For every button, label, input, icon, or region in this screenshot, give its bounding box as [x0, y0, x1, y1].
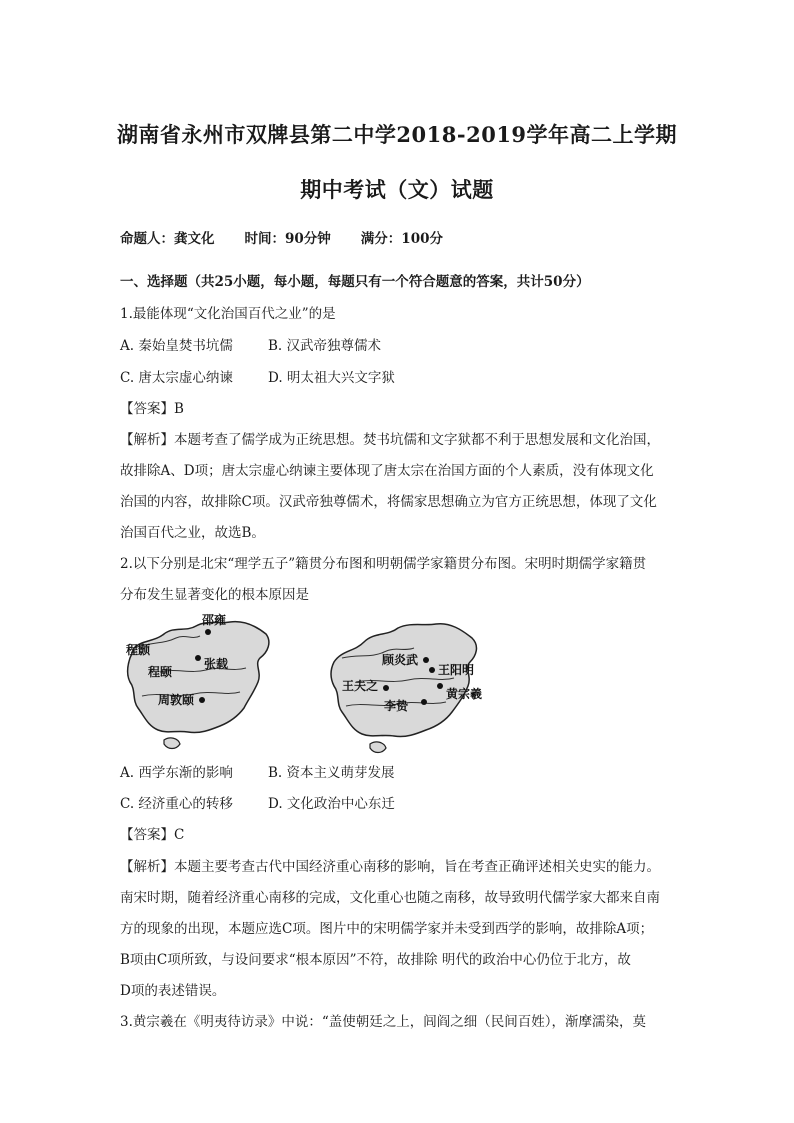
marker-zhou-dunyi	[199, 697, 205, 703]
q1-option-a: A. 秦始皇焚书坑儒	[120, 338, 233, 354]
q2-analysis-line: 南宋时期，随着经济重心南移的完成，文化重心也随之南移，故导致明代儒学家大都来自南	[120, 890, 660, 906]
hainan-1	[164, 738, 180, 749]
q1-analysis-line: 【解析】本题考查了儒学成为正统思想。焚书坑儒和文字狱都不利于思想发展和文化治国，	[120, 432, 660, 448]
map2-label: 李贽	[384, 699, 409, 713]
q2-analysis-line: 【解析】本题主要考查古代中国经济重心南移的影响，旨在考查正确评述相关史实的能力。	[120, 859, 660, 875]
map2-label: 王阳明	[438, 663, 475, 677]
q2-option-c: C. 经济重心的转移	[120, 796, 233, 812]
exam-time: 时间：90分钟	[244, 231, 331, 247]
author: 命题人：龚文化	[120, 231, 215, 247]
map2-label: 黄宗羲	[446, 687, 483, 701]
marker-huang-zongxi	[437, 683, 443, 689]
q1-options-row-1	[120, 334, 381, 354]
q1-analysis-line: 治国的内容，故排除C项。汉武帝独尊儒术，将儒家思想确立为官方正统思想，体现了文化	[120, 494, 657, 510]
map-2-svg	[322, 618, 502, 758]
q2-option-d: D. 文化政治中心东迁	[268, 796, 395, 812]
map1-label: 周敦颐	[158, 693, 195, 707]
marker-wang-fuzhi	[383, 685, 389, 691]
q2-stem-line: 2.以下分别是北宋“理学五子”籍贯分布图和明朝儒学家籍贯分布图。宋明时期儒学家籍贯	[120, 556, 647, 572]
q2-analysis-line: 方的现象的出现，本题应选C项。图片中的宋明儒学家并未受到西学的影响，故排除A项；	[120, 921, 654, 937]
q1-stem: 1.最能体现“文化治国百代之业”的是	[120, 306, 336, 322]
q2-stem-line: 分布发生显著变化的根本原因是	[120, 587, 309, 603]
map1-label: 邵雍	[202, 613, 227, 627]
hainan-2	[370, 742, 386, 753]
marker-zhang-zai	[195, 655, 201, 661]
exam-meta	[120, 227, 443, 247]
full-score: 满分：100分	[360, 231, 443, 247]
document-title-line-2: 期中考试（文）试题	[300, 177, 494, 202]
q2-options-row-1	[120, 761, 395, 781]
q2-options-row-2	[120, 792, 395, 812]
section-heading: 一、选择题（共25小题，每小题，每题只有一个符合题意的答案，共计50分）	[120, 274, 590, 290]
q2-analysis-line: D项的表述错误。	[120, 983, 226, 999]
q2-analysis-line: B项由C项所致，与设问要求“根本原因”不符，故排除 明代的政治中心仍位于北方，故	[120, 952, 631, 968]
q3-stem: 3.黄宗羲在《明夷待访录》中说：“盖使朝廷之上，闾阎之细（民间百姓），渐摩濡染，莫	[120, 1014, 647, 1030]
q2-option-b: B. 资本主义萌芽发展	[268, 765, 395, 781]
marker-li-zhi	[421, 699, 427, 705]
q1-answer: 【答案】B	[120, 401, 184, 417]
document-title-line-1: 湖南省永州市双牌县第二中学2018-2019学年高二上学期	[116, 122, 678, 147]
map1-label: 张载	[204, 657, 229, 671]
map-1-svg	[120, 612, 280, 752]
q2-answer: 【答案】C	[120, 827, 185, 843]
q1-options-row-2	[120, 366, 395, 386]
q1-option-b: B. 汉武帝独尊儒术	[268, 338, 382, 354]
q2-option-a: A. 西学东渐的影响	[120, 765, 233, 781]
marker-shao-yong	[205, 629, 211, 635]
map1-label: 程颢	[126, 643, 151, 657]
marker-wang-yangming	[429, 667, 435, 673]
map2-label: 王夫之	[342, 679, 379, 693]
q1-analysis-line: 治国百代之业，故选B。	[120, 525, 265, 541]
q1-analysis-line: 故排除A、D项；唐太宗虚心纳谏主要体现了唐太宗在治国方面的个人素质，没有体现文化	[120, 463, 654, 479]
map1-label: 程颐	[148, 665, 173, 679]
marker-gu-yanwu	[423, 657, 429, 663]
q1-option-d: D. 明太祖大兴文字狱	[268, 370, 395, 386]
map-ming-scholars	[322, 618, 502, 758]
map-northern-song-scholars	[120, 612, 280, 752]
map2-label: 顾炎武	[382, 653, 419, 667]
q1-option-c: C. 唐太宗虚心纳谏	[120, 370, 233, 386]
